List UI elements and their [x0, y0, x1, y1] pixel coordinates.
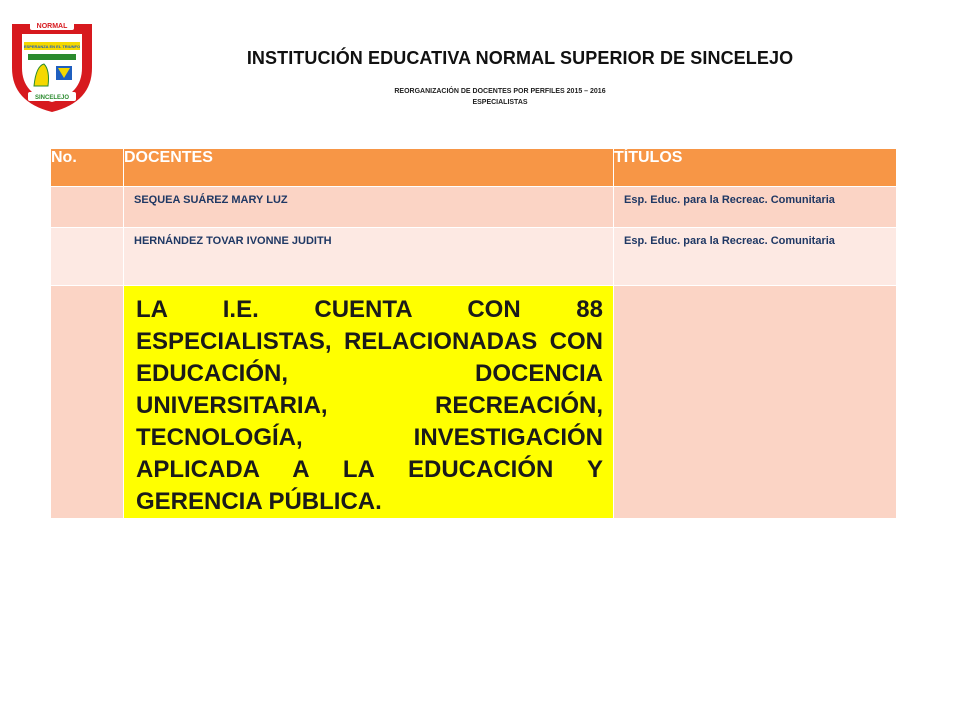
logo-band-text: ESPERANZA EN EL TRIUNFO [23, 44, 81, 49]
page-title: INSTITUCIÓN EDUCATIVA NORMAL SUPERIOR DE SINCELEJO [246, 48, 794, 68]
cell-empty [51, 286, 124, 519]
table-row [51, 228, 897, 286]
table-header-row [51, 149, 897, 187]
titulo-text: Esp. Educ. para la Recreac. Comunitaria [624, 235, 835, 247]
titulo-text: Esp. Educ. para la Recreac. Comunitaria [624, 194, 835, 206]
cell-no [51, 187, 124, 228]
page-subtitle [300, 86, 700, 108]
cell-titulo [614, 228, 897, 286]
cell-docente [124, 187, 614, 228]
subtitle-line-2: ESPECIALISTAS [472, 99, 528, 106]
docente-name: SEQUEA SUÁREZ MARY LUZ [134, 194, 288, 206]
header-titulos: TÍTULOS [614, 149, 897, 187]
cell-no [51, 228, 124, 286]
header-docentes: DOCENTES [124, 149, 614, 187]
school-seal-logo [0, 10, 104, 114]
cell-docente [124, 228, 614, 286]
subtitle-line-1: REORGANIZACIÓN DE DOCENTES POR PERFILES 2015 – 2016 [394, 88, 606, 95]
summary-cell [124, 286, 614, 519]
table-row [51, 187, 897, 228]
logo-top-text: NORMAL [36, 23, 68, 30]
cell-titulo [614, 187, 897, 228]
summary-row [51, 286, 897, 519]
docente-name: HERNÁNDEZ TOVAR IVONNE JUDITH [134, 235, 332, 247]
specialists-table [50, 148, 897, 519]
cell-empty [614, 286, 897, 519]
summary-text: LA I.E. CUENTA CON 88 ESPECIALISTAS, RELACIONADAS CON EDUCACIÓN, DOCENCIA UNIVERSITARIA, RECREACIÓN, TECNOLOGÍA, INVESTIGACIÓN APLICADA A LA EDUCACIÓN Y GERENCIA PÚBLICA. [136, 296, 603, 515]
logo-bottom-text: SINCELEJO [34, 95, 70, 101]
header-no: No. [51, 149, 124, 187]
